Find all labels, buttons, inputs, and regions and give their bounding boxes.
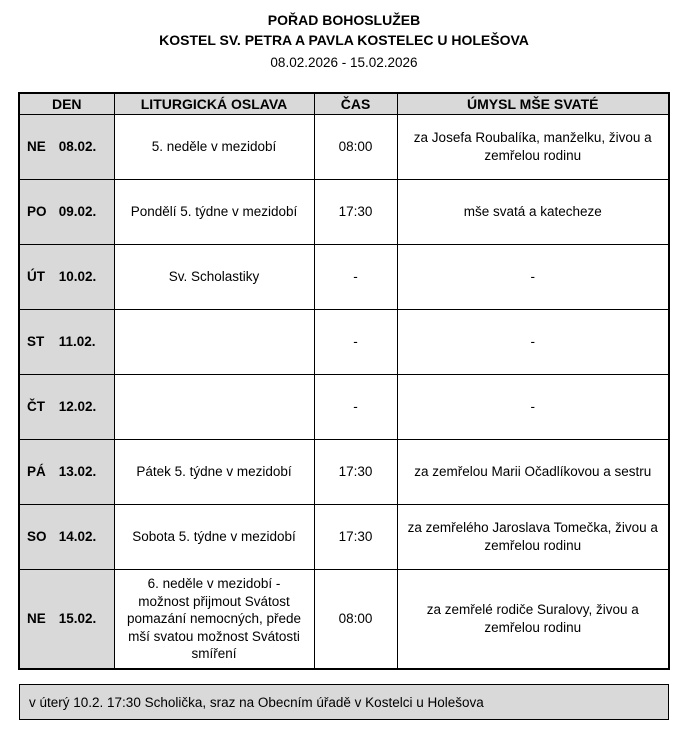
time-cell: - [314,309,397,374]
day-abbr: NE [27,139,46,155]
intention-cell: - [397,309,669,374]
page-header [0,10,688,72]
mass-schedule-table [18,92,670,670]
day-date: 11.02. [58,334,96,350]
day-date: 10.02. [58,269,97,285]
time-cell: 08:00 [314,569,397,669]
time-cell: 08:00 [314,114,397,179]
time-cell: - [314,244,397,309]
table-row [19,179,669,244]
table-row [19,374,669,439]
date-range: 08.02.2026 - 15.02.2026 [270,54,418,70]
celebration-cell [114,309,314,374]
table-row [19,504,669,569]
celebration-cell: 5. neděle v mezidobí [114,114,314,179]
column-header-liturgicka-oslava: LITURGICKÁ OSLAVA [114,93,314,114]
day-cell [19,439,114,504]
day-abbr: SO [27,529,47,545]
day-cell [19,309,114,374]
time-cell: 17:30 [314,179,397,244]
table-row [19,244,669,309]
table-row [19,569,669,669]
footer-note-text: v úterý 10.2. 17:30 Scholička, sraz na Obecním úřadě v Kostelci u Holešova [29,694,484,710]
column-header-den: DEN [19,93,114,114]
time-cell: 17:30 [314,504,397,569]
day-date: 15.02. [58,611,97,627]
day-date: 13.02. [58,464,97,480]
day-date: 14.02. [58,529,97,545]
intention-cell: za zemřelou Marii Očadlíkovou a sestru [397,439,669,504]
page-title: POŘAD BOHOSLUŽEB [267,12,421,28]
day-date: 09.02. [58,204,97,220]
intention-cell: - [397,374,669,439]
intention-cell: za Josefa Roubalíka, manželku, živou a zemřelou rodinu [397,114,669,179]
table-row [19,114,669,179]
day-date: 08.02. [58,139,97,155]
day-abbr: ST [27,334,45,350]
celebration-cell: Sv. Scholastiky [114,244,314,309]
day-abbr: PO [27,204,47,220]
celebration-cell: Pátek 5. týdne v mezidobí [114,439,314,504]
table-header-row [19,93,669,114]
table-row [19,439,669,504]
day-cell [19,569,114,669]
footer-note [19,684,669,720]
day-abbr: ÚT [27,269,45,285]
intention-cell: za zemřelého Jaroslava Tomečka, živou a zemřelou rodinu [397,504,669,569]
column-header-cas: ČAS [314,93,397,114]
time-cell: - [314,374,397,439]
day-abbr: PÁ [27,464,46,480]
day-cell [19,179,114,244]
day-cell [19,504,114,569]
day-abbr: NE [27,611,46,627]
time-cell: 17:30 [314,439,397,504]
day-cell [19,114,114,179]
celebration-cell [114,374,314,439]
column-header-umysl: ÚMYSL MŠE SVATÉ [397,93,669,114]
celebration-cell: Sobota 5. týdne v mezidobí [114,504,314,569]
page-subtitle: KOSTEL SV. PETRA A PAVLA KOSTELEC U HOLEŠOVA [159,32,529,49]
day-cell [19,244,114,309]
day-date: 12.02. [58,399,97,415]
intention-cell: mše svatá a katecheze [397,179,669,244]
intention-cell: - [397,244,669,309]
celebration-cell: Pondělí 5. týdne v mezidobí [114,179,314,244]
day-abbr: ČT [27,399,45,415]
day-cell [19,374,114,439]
intention-cell: za zemřelé rodiče Suralovy, živou a zemřelou rodinu [397,569,669,669]
table-row [19,309,669,374]
celebration-cell: 6. neděle v mezidobí - možnost přijmout Svátost pomazání nemocných, přede mší svatou možnost Svátosti smíření [114,569,314,669]
